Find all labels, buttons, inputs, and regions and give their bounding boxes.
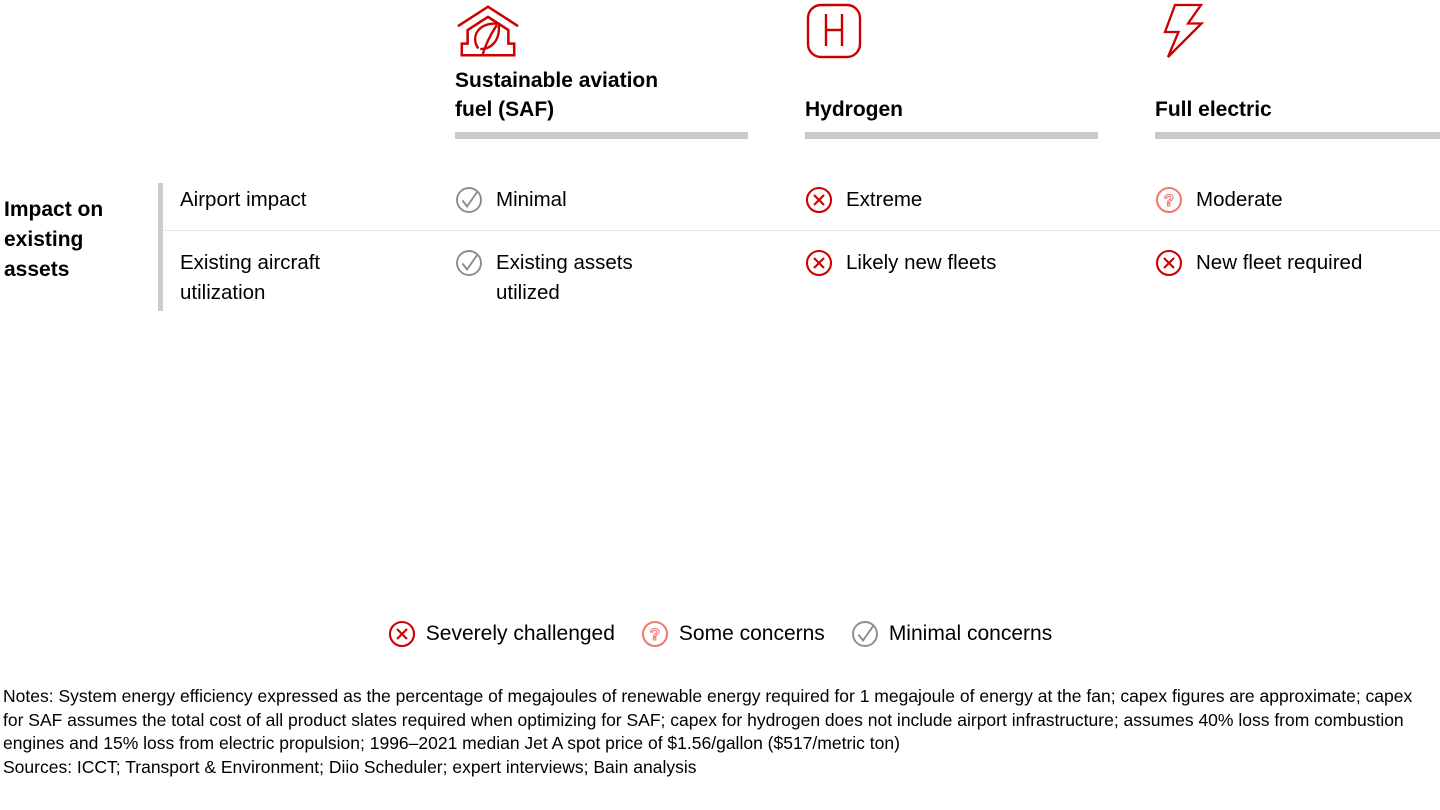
cell-electric-aircraft-utilization: [1155, 248, 1440, 311]
column-underline: [455, 132, 748, 139]
check-circle-icon: [455, 186, 483, 214]
column-underline: [1155, 132, 1440, 139]
row-group-bar: [158, 183, 163, 311]
table-row-airport-impact: [0, 181, 1440, 230]
column-underline: [805, 132, 1098, 139]
column-title: Hydrogen: [805, 98, 904, 121]
cell-saf-airport-impact: [455, 181, 805, 230]
cell-text: Likely new fleets: [846, 251, 997, 274]
question-circle-icon: [641, 620, 669, 648]
legend-item-severely-challenged: [388, 620, 615, 648]
hydrogen-icon: [805, 2, 1155, 62]
row-label: Existing aircraft utilization: [180, 251, 321, 304]
notes-text: Notes: System energy efficiency expressed as the percentage of megajoules of renewable energy required for 1 megajoule of energy at the fan; capex figures are approximate; capex for SAF assumes the total cost of all product slates required when optimizing for SAF; capex for hydrogen does not include airport infrastructure; assumes 40% loss from combustion engines and 15% loss from electric propulsion; 1996–2021 median Jet A spot price of $1.56/gallon ($517/metric ton): [3, 686, 1413, 753]
legend-label: Some concerns: [678, 622, 825, 645]
cell-text: Extreme: [846, 188, 923, 211]
table-body: [0, 181, 1440, 311]
cross-circle-icon: [805, 249, 833, 277]
column-header-electric: [1155, 0, 1440, 139]
cell-hydrogen-aircraft-utilization: [805, 248, 1155, 311]
legend: [0, 620, 1440, 648]
cell-hydrogen-airport-impact: [805, 181, 1155, 230]
question-circle-icon: [1155, 186, 1183, 214]
column-header-saf: [455, 0, 805, 139]
header-spacer: [160, 0, 455, 139]
cell-electric-airport-impact: [1155, 181, 1440, 230]
sources-text: Sources: ICCT; Transport & Environment; Diio Scheduler; expert interviews; Bain analysis: [3, 756, 697, 777]
cross-circle-icon: [388, 620, 416, 648]
cell-text: Existing assets utilized: [496, 251, 633, 304]
legend-item-minimal-concerns: [851, 620, 1052, 648]
cell-saf-aircraft-utilization: [455, 248, 805, 311]
cross-circle-icon: [1155, 249, 1183, 277]
column-header-hydrogen: [805, 0, 1155, 139]
legend-label: Minimal concerns: [888, 622, 1053, 645]
column-title: Sustainable aviation fuel (SAF): [455, 69, 659, 121]
svg-text:?: ?: [1163, 191, 1175, 210]
check-circle-icon: [851, 620, 879, 648]
svg-text:?: ?: [649, 625, 661, 644]
header-row: [0, 0, 1440, 139]
legend-label: Severely challenged: [425, 622, 615, 645]
check-circle-icon: [455, 249, 483, 277]
row-label: Airport impact: [180, 188, 307, 211]
footnotes: [0, 685, 1440, 779]
lightning-icon: [1155, 2, 1440, 62]
cell-text: New fleet required: [1196, 251, 1363, 274]
cross-circle-icon: [805, 186, 833, 214]
row-group-label: Impact on existing assets: [4, 198, 104, 281]
cell-text: Minimal: [496, 188, 567, 211]
table-row-aircraft-utilization: [0, 231, 1440, 311]
cell-text: Moderate: [1196, 188, 1283, 211]
legend-item-some-concerns: [641, 620, 825, 648]
column-title: Full electric: [1155, 98, 1272, 121]
header-spacer: [0, 0, 160, 139]
house-leaf-icon: [455, 2, 805, 62]
